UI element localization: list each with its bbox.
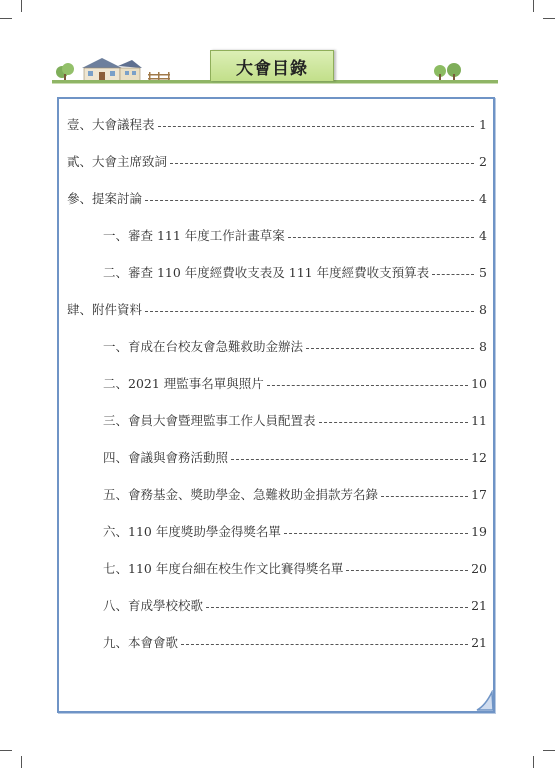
toc-entry-page: 5 [479,265,487,280]
toc-entry-label: 一、育成在台校友會急難救助金辦法 [103,339,304,354]
toc-subentry [103,635,487,651]
toc-entry-label: 一、審查 111 年度工作計畫草案 [103,228,285,243]
dotted-leader [346,570,468,571]
toc-entry [67,191,487,207]
toc-entry-page: 21 [471,598,487,613]
toc-subentry [103,376,487,392]
toc-entry-label: 九、本會會歌 [103,635,179,650]
toc-entry-page: 20 [471,561,487,576]
toc-entry-page: 11 [471,413,487,428]
toc-subentry [103,339,487,355]
dotted-leader [319,422,469,423]
ground-line-shadow [52,83,498,84]
toc-entry-page: 4 [479,228,487,243]
toc-subentry [103,561,487,577]
toc-entry-page: 10 [471,376,487,391]
dotted-leader [231,459,468,460]
dotted-leader [145,311,474,312]
toc-entry-label: 五、會務基金、獎助學金、急難救助金捐款芳名錄 [103,487,379,502]
toc-entry-label: 肆、附件資料 [67,302,143,317]
toc-subentry [103,228,487,244]
toc-entry-page: 12 [471,450,487,465]
dotted-leader [381,496,468,497]
dotted-leader [158,126,474,127]
toc-entry-label: 三、會員大會暨理監事工作人員配置表 [103,413,316,428]
dotted-leader [284,533,468,534]
toc-subentry [103,413,487,429]
toc-entry-label: 二、2021 理監事名單與照片 [103,376,264,391]
toc-subentry [103,487,487,503]
crop-mark-tl-v [21,0,22,12]
toc-entry-page: 8 [479,339,487,354]
page-title: 大會目錄 [210,50,334,81]
page-curl-icon [475,690,495,716]
toc-entry-label: 參、提案討論 [67,191,143,206]
toc-entry-page: 8 [479,302,487,317]
toc-entry-page: 2 [479,154,487,169]
crop-mark-bl-v [21,756,22,768]
toc-entry-label: 七、110 年度台細在校生作文比賽得獎名單 [103,561,344,576]
toc-entry [67,154,487,170]
toc-entry-label: 八、育成學校校歌 [103,598,204,613]
dotted-leader [306,348,474,349]
toc-entry [67,117,487,133]
toc-entry-label: 六、110 年度獎助學金得獎名單 [103,524,281,539]
dotted-leader [288,237,474,238]
crop-mark-tl-h [0,18,12,19]
crop-mark-br-h [543,750,555,751]
toc-entry-page: 4 [479,191,487,206]
toc-panel [57,97,495,713]
toc-entry-label: 四、會議與會務活動照 [103,450,229,465]
crop-mark-br-v [533,756,534,768]
crop-mark-bl-h [0,750,12,751]
dotted-leader [181,644,468,645]
toc-subentry [103,524,487,540]
dotted-leader [145,200,474,201]
crop-mark-tr-h [543,18,555,19]
toc-entry-label: 壹、大會議程表 [67,117,155,132]
toc-entry-page: 21 [471,635,487,650]
toc-entry-label: 二、審查 110 年度經費收支表及 111 年度經費收支預算表 [103,265,430,280]
dotted-leader [170,163,474,164]
toc-entry [67,302,487,318]
dotted-leader [267,385,468,386]
toc-entry-page: 17 [471,487,487,502]
dotted-leader [432,274,474,275]
toc-subentry [103,598,487,614]
toc-subentry [103,265,487,281]
toc-entry-label: 貳、大會主席致詞 [67,154,168,169]
toc-entry-page: 19 [471,524,487,539]
toc-subentry [103,450,487,466]
crop-mark-tr-v [533,0,534,12]
dotted-leader [206,607,468,608]
toc-entry-page: 1 [479,117,487,132]
